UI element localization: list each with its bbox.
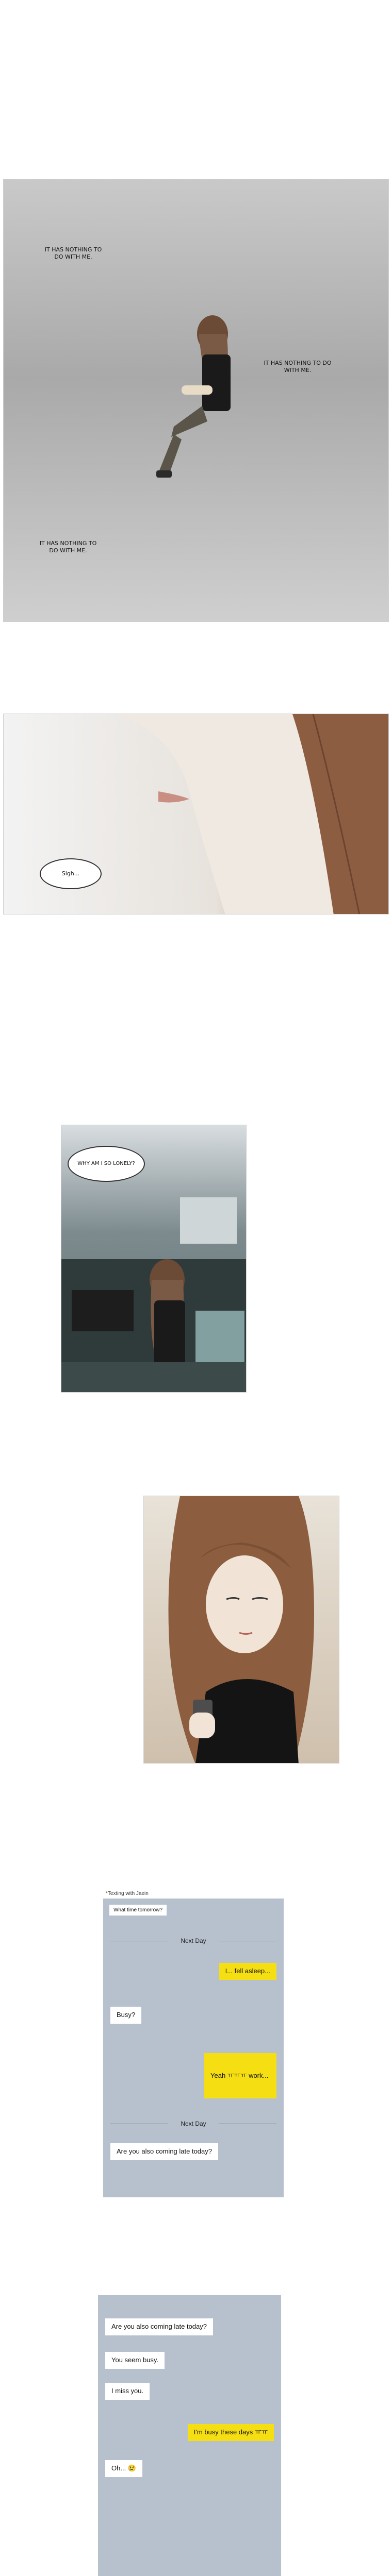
chat-panel-later [98, 2295, 281, 2576]
message-coming-late: Are you also coming late today? [105, 2318, 213, 2335]
message-busy-days: I'm busy these days ㅠㅠ [188, 2424, 274, 2441]
day-separator: Next Day [103, 1937, 284, 1944]
panel-sigh-closeup [3, 714, 389, 914]
panel-office-lonely [61, 1125, 247, 1393]
day-separator: Next Day [103, 2120, 284, 2127]
message-coming-late: Are you also coming late today? [110, 2143, 218, 2160]
message-what-time: What time tomorrow? [109, 1905, 167, 1916]
woman-with-phone-illustration [144, 1496, 339, 1764]
sitting-woman-illustration [4, 179, 389, 622]
panel-empty-room [3, 179, 389, 622]
chat-caption: *Texting with Jaein [106, 1891, 149, 1896]
speech-bubble-sigh: Sigh... [40, 858, 102, 889]
message-seem-busy: You seem busy. [105, 2352, 165, 2369]
message-miss-you: I miss you. [105, 2383, 150, 2400]
chat-panel-jaein [103, 1899, 284, 2197]
narration-bottom: IT HAS NOTHING TO DO WITH ME. [39, 540, 97, 554]
narration-right: IT HAS NOTHING TO DO WITH ME. [264, 360, 332, 374]
panel-portrait-phone [143, 1496, 339, 1764]
speech-bubble-lonely: WHY AM I SO LONELY? [68, 1146, 145, 1182]
message-yeah-work: Yeah ㅠㅠㅠ work... [204, 2053, 276, 2098]
message-busy: Busy? [110, 2007, 141, 2024]
narration-left: IT HAS NOTHING TO DO WITH ME. [44, 246, 102, 261]
message-oh: Oh... 😢 [105, 2460, 142, 2477]
message-fell-asleep: I... fell asleep... [219, 1963, 276, 1980]
